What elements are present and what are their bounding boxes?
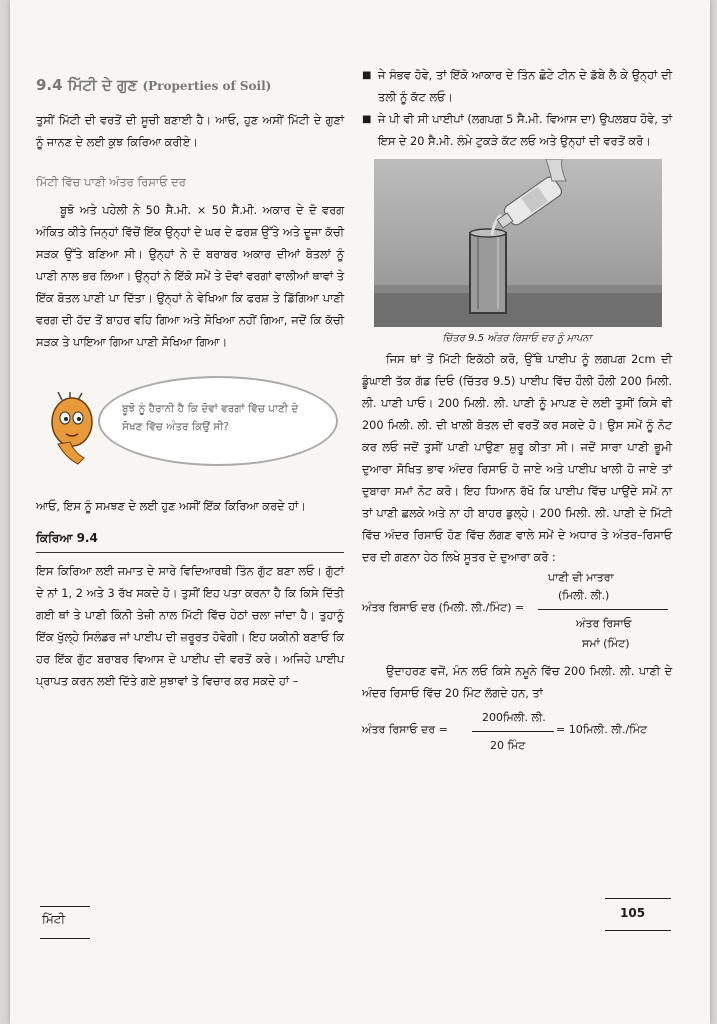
footer-rule-right-bottom: [605, 930, 671, 931]
figure-photo: [374, 159, 662, 327]
formula-denominator-line1: ਅੰਤਰ ਰਿਸਾਓ: [576, 617, 632, 630]
bullet-square-icon: ■: [362, 114, 372, 125]
subsection-paragraph: ਬੂਝੋ ਅਤੇ ਪਹੇਲੀ ਨੇ 50 ਸੈ.ਮੀ. × 50 ਸੈ.ਮੀ. ਅਕਾਰ ਦੇ ਦੋ ਵਰਗ ਅੰਕਿਤ ਕੀਤੇ ਜਿਨ੍ਹਾਂ ਵਿੱਚੋਂ ਇੱਕ ਉਨ੍ਹਾਂ ਦੇ ਘਰ ਦੇ ਫਰਸ਼ ਉੱਤੇ ਅਤੇ ਦੂਜਾ ਕੱਚੀ ਸੜਕ ਉੱਤੇ ਬਣਿਆ ਸੀ। ਉਨ੍ਹਾਂ ਨੇ ਦੋ ਬਰਾਬਰ ਅਕਾਰ ਦੀਆਂ ਬੋਤਲਾਂ ਨੂੰ ਪਾਣੀ ਨਾਲ ਭਰ ਲਿਆ। ਉਨ੍ਹਾਂ ਨੇ ਇੱਕੋ ਸਮੇਂ ਤੇ ਦੋਵਾਂ ਵਰਗਾਂ ਵਾਲੀਆਂ ਥਾਵਾਂ ਤੇ ਇੱਕ ਬੋਤਲ ਪਾਣੀ ਪਾ ਦਿੱਤਾ। ਉਨ੍ਹਾਂ ਨੇ ਵੇਖਿਆ ਕਿ ਫਰਸ਼ ਤੇ ਡਿੱਗਿਆ ਪਾਣੀ ਵਰਗ ਦੀ ਹੱਦ ਤੋਂ ਬਾਹਰ ਵਹਿ ਗਿਆ ਅਤੇ ਸੋਖਿਆ ਨਹੀਂ ਗਿਆ, ਜਦੋਂ ਕਿ ਕੱਚੀ ਸੜਕ ਤੇ ਪਾਇਆ ਗਿਆ ਪਾਣੀ ਸੋਖਿਆ ਗਿਆ।: [36, 204, 344, 349]
footer-rule-left-bottom: [40, 938, 90, 939]
thought-bubble-text: ਬੂਝੋ ਨੂੰ ਹੈਰਾਨੀ ਹੈ ਕਿ ਦੋਵਾਂ ਵਰਗਾਂ ਵਿੱਚ ਪਾਣੀ ਦੇ ਸੋਖਣ ਵਿੱਚ ਅੰਤਰ ਕਿਉਂ ਸੀ?: [122, 403, 299, 433]
page-number: 105: [620, 906, 646, 920]
example-denominator: 20 ਮਿੰਟ: [490, 739, 526, 752]
formula-numerator-line2: (ਮਿਲੀ. ਲੀ.): [558, 589, 610, 602]
activity-box: [36, 528, 344, 693]
footer-rule-right-top: [605, 898, 671, 899]
right-column: [362, 65, 672, 765]
example-numerator: 200ਮਿਲੀ. ਲੀ.: [482, 711, 546, 724]
procedure-paragraph: ਜਿਸ ਥਾਂ ਤੋਂ ਮਿੱਟੀ ਇਕੱਠੀ ਕਰੋ, ਉੱਥੇ ਪਾਈਪ ਨੂੰ ਲਗਪਗ 2cm ਦੀ ਡੂੰਘਾਈ ਤੱਕ ਗੱਡ ਦਿਓ (ਚਿੱਤਰ 9.5) ਪਾਈਪ ਵਿੱਚ ਹੌਲੀ ਹੌਲੀ 200 ਮਿਲੀ. ਲੀ. ਪਾਣੀ ਪਾਓ। 200 ਮਿਲੀ. ਲੀ. ਪਾਣੀ ਨੂੰ ਮਾਪਣ ਦੇ ਲਈ ਤੁਸੀਂ ਕਿਸੇ ਵੀ 200 ਮਿਲੀ. ਲੀ. ਦੀ ਖਾਲੀ ਬੋਤਲ ਦੀ ਵਰਤੋਂ ਕਰ ਸਕਦੇ ਹੋ। ਉਸ ਸਮੇਂ ਨੂੰ ਨੋਟ ਕਰ ਲਓ ਜਦੋਂ ਤੁਸੀਂ ਪਾਣੀ ਪਾਉਣਾ ਸ਼ੁਰੂ ਕੀਤਾ ਸੀ। ਜਦੋਂ ਸਾਰਾ ਪਾਣੀ ਭੂਮੀ ਦੁਆਰਾ ਸੋਖਿਤ ਭਾਵ ਅੰਦਰ ਰਿਸਾਓ ਹੋ ਜਾਏ ਅਤੇ ਪਾਈਪ ਖਾਲੀ ਹੋ ਜਾਏ ਤਾਂ ਦੁਬਾਰਾ ਸਮਾਂ ਨੋਟ ਕਰੋ। ਇਹ ਧਿਆਨ ਰੱਖੋ ਕਿ ਪਾਈਪ ਵਿੱਚ ਪਾਉਂਦੇ ਸਮੇਂ ਨਾ ਤਾਂ ਪਾਣੀ ਛਲਕੇ ਅਤੇ ਨਾ ਹੀ ਬਾਹਰ ਡੁਲ੍ਹੇ। 200 ਮਿਲੀ. ਲੀ. ਪਾਣੀ ਦੇ ਮਿੱਟੀ ਵਿੱਚ ਅੰਦਰ ਰਿਸਾਓ ਹੋਣ ਵਿੱਚ ਲੱਗਣ ਵਾਲੇ ਸਮੇਂ ਦੇ ਅਧਾਰ ਤੇ ਅੰਤਰ–ਰਿਸਾਓ ਦਰ ਦੀ ਗਣਨਾ ਹੇਠ ਲਿਖੇ ਸੂਤਰ ਦੇ ਦੁਆਰਾ ਕਰੋ :: [362, 353, 672, 564]
footer-chapter-name: ਮਿੱਟੀ: [42, 912, 66, 926]
bullet-square-icon: ■: [362, 70, 372, 81]
section-title-english: (Properties of Soil): [142, 79, 272, 93]
list-item: [362, 65, 672, 109]
bullet-text: ਜੇ ਪੀ ਵੀ ਸੀ ਪਾਈਪਾਂ (ਲਗਪਗ 5 ਸੈ.ਮੀ. ਵਿਆਸ ਦਾ) ਉਪਲਬਧ ਹੋਵੇ, ਤਾਂ ਇਸ ਦੇ 20 ਸੈ.ਮੀ. ਲੰਮੇ ਟੁਕੜੇ ਕੱਟ ਲਓ ਅਤੇ ਉਨ੍ਹਾਂ ਦੀ ਵਰਤੋਂ ਕਰੋ।: [378, 113, 672, 148]
section-title-punjabi: 9.4 ਮਿੱਟੀ ਦੇ ਗੁਣ: [36, 76, 138, 94]
example-lhs: ਅੰਤਰ ਰਿਸਾਓ ਦਰ =: [362, 723, 448, 736]
infiltration-formula: [362, 569, 672, 661]
textbook-page: [10, 0, 710, 1024]
thought-bubble: [98, 376, 338, 466]
footer-rule-left-top: [40, 906, 90, 907]
list-item: [362, 109, 672, 153]
example-result: = 10ਮਿਲੀ. ਲੀ./ਮਿੰਟ: [556, 723, 648, 736]
thinking-character-icon: [48, 392, 108, 472]
section-intro: ਤੁਸੀਂ ਮਿੱਟੀ ਦੀ ਵਰਤੋਂ ਦੀ ਸੂਚੀ ਬਣਾਈ ਹੈ। ਆਓ, ਹੁਣ ਅਸੀਂ ਮਿੱਟੀ ਦੇ ਗੁਣਾਂ ਨੂੰ ਜਾਨਣ ਦੇ ਲਈ ਕੁਝ ਕਿਰਿਆ ਕਰੀਏ।: [36, 114, 344, 149]
example-fraction-bar: [472, 731, 554, 732]
example-formula: [362, 705, 672, 765]
thought-illustration: [36, 366, 344, 486]
formula-numerator-line1: ਪਾਣੀ ਦੀ ਮਾਤਰਾ: [548, 571, 614, 584]
figure-caption: ਚਿੱਤਰ 9.5 ਅੰਤਰ ਰਿਸਾਓ ਦਰ ਨੂੰ ਮਾਪਨਾ: [442, 333, 592, 344]
bullet-text: ਜੇ ਸੰਭਵ ਹੋਵੇ, ਤਾਂ ਇੱਕੋ ਆਕਾਰ ਦੇ ਤਿੰਨ ਛੋਟੇ ਟੀਨ ਦੇ ਡੱਬੇ ਲੈ ਕੇ ਉਨ੍ਹਾਂ ਦੀ ਤਲੀ ਨੂੰ ਕੱਟ ਲਓ।: [378, 69, 672, 104]
formula-lhs: ਅੰਤਰ ਰਿਸਾਓ ਦਰ (ਮਿਲੀ. ਲੀ./ਮਿੰਟ) =: [362, 601, 525, 614]
activity-title: ਕਿਰਿਆ 9.4: [36, 528, 344, 553]
example-paragraph: ਉਦਾਹਰਣ ਵਜੋਂ, ਮੰਨ ਲਓ ਕਿਸੇ ਨਮੂਨੇ ਵਿੱਚ 200 ਮਿਲੀ. ਲੀ. ਪਾਣੀ ਦੇ ਅੰਦਰ ਰਿਸਾਓ ਵਿੱਚ 20 ਮਿੰਟ ਲੱਗਦੇ ਹਨ, ਤਾਂ: [362, 665, 672, 700]
activity-text: ਇਸ ਕਿਰਿਆ ਲਈ ਜਮਾਤ ਦੇ ਸਾਰੇ ਵਿਦਿਆਰਥੀ ਤਿੰਨ ਗੁੱਟ ਬਣਾ ਲਓ। ਗੁੱਟਾਂ ਦੇ ਨਾਂ 1, 2 ਅਤੇ 3 ਰੱਖ ਸਕਦੇ ਹੋ। ਤੁਸੀਂ ਇਹ ਪਤਾ ਕਰਨਾ ਹੈ ਕਿ ਕਿਸੇ ਦਿੱਤੀ ਗਈ ਥਾਂ ਤੇ ਪਾਣੀ ਕਿੰਨੀ ਤੇਜ਼ੀ ਨਾਲ ਮਿੱਟੀ ਵਿੱਚ ਹੇਠਾਂ ਚਲਾ ਜਾਂਦਾ ਹੈ। ਤੁਹਾਨੂੰ ਇੱਕ ਖੁੱਲ੍ਹੇ ਸਿਲੰਡਰ ਜਾਂ ਪਾਈਪ ਦੀ ਜ਼ਰੂਰਤ ਹੋਵੇਗੀ। ਇਹ ਯਕੀਨੀ ਬਣਾਓ ਕਿ ਹਰ ਇੱਕ ਗੁੱਟ ਬਰਾਬਰ ਵਿਆਸ ਦੇ ਪਾਈਪ ਦੀ ਵਰਤੋਂ ਕਰੇ। ਅਜਿਹੇ ਪਾਈਪ ਪ੍ਰਾਪਤ ਕਰਨ ਲਈ ਦਿੱਤੇ ਗਏ ਸੁਝਾਵਾਂ ਤੇ ਵਿਚਾਰ ਕਰ ਸਕਦੇ ਹਾਂ –: [36, 565, 344, 688]
formula-denominator-line2: ਸਮਾਂ (ਮਿੰਟ): [582, 637, 630, 650]
subsection-title: ਮਿੱਟੀ ਵਿੱਚ ਪਾਣੀ ਅੰਤਰ ਰਿਸਾਓ ਦਰ: [36, 175, 186, 189]
pipe-pouring-photo: [374, 159, 662, 327]
formula-fraction-bar: [538, 609, 668, 610]
left-column: [36, 75, 344, 693]
activity-lead-in: ਆਓ, ਇਸ ਨੂੰ ਸਮਝਣ ਦੇ ਲਈ ਹੁਣ ਅਸੀਂ ਇੱਕ ਕਿਰਿਆ ਕਰਦੇ ਹਾਂ।: [36, 500, 306, 513]
section-heading: [36, 75, 344, 96]
